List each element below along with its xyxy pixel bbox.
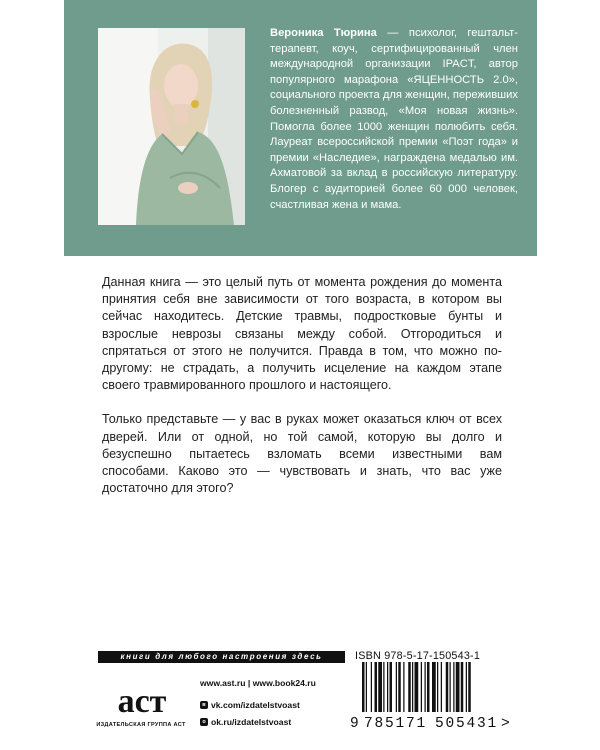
barcode-bar: [427, 662, 430, 714]
description-paragraph-2: Только представьте — у вас в руках может оказаться ключ от всех дверей. Или от одной, но той самой, которую вы долго и безуспешно пытаетесь взломать всеми известными вам способами. Каково это — чувствовать и знать, что вас уже достаточно для этого?: [102, 412, 502, 496]
barcode-bar: [437, 662, 438, 714]
ok-icon: о: [200, 718, 208, 726]
vk-link-text: vk.com/izdatelstvoast: [211, 700, 300, 710]
author-bio-text: — психолог, гештальт-терапевт, коуч, сертифицированный член международной организации IPACT, автор популярного марафона «ЯЦЕННОСТЬ 2.0», социального проекта для женщин, переживших болезненный развод, «Моя новая жизнь». Помогла более 1000 женщин полюбить себя. Лауреат всероссийской премии «Поэт года» и премии «Наследие», награждена медалью им. Ахматовой за вклад в российскую литературу. Блогер с аудиторией более 60 000 человек, счастливая жена и мама.: [270, 27, 518, 211]
author-portrait-icon: [98, 28, 245, 225]
barcode-group-1: 785171: [364, 716, 428, 732]
website-line[interactable]: www.ast.ru | www.book24.ru: [200, 678, 316, 688]
barcode-bar: [371, 662, 372, 714]
ok-link-text: ok.ru/izdatelstvoast: [211, 717, 292, 727]
author-panel: [64, 0, 537, 256]
description-paragraph-1: Данная книга — это целый путь от момента рождения до момента принятия себя вне зависимости от того возраста, в котором вы сейчас находитесь. Детские травмы, подростковые бунты и взрослые неврозы связаны между собой. Отгородиться и спрятаться от этого не получится. Правда в том, что можно по-другому: не страдать, а получить исцеление на каждом этапе своего травмированного прошлого и настоящего.: [102, 275, 502, 393]
barcode-end-mark: >: [501, 716, 510, 732]
barcode-bar: [412, 662, 413, 714]
barcode-bar: [446, 662, 449, 714]
barcode-digits: [350, 712, 510, 732]
vk-icon: в: [200, 701, 208, 709]
barcode-lead-digit: 9: [350, 716, 359, 732]
barcode-bar: [408, 662, 411, 714]
barcode-bar: [450, 662, 451, 714]
publisher-links: [200, 676, 316, 732]
barcode-bar: [398, 662, 401, 714]
barcode-bar: [461, 662, 464, 714]
barcode-bar: [383, 662, 384, 714]
barcode-bar: [396, 662, 397, 714]
barcode-bar: [415, 662, 419, 714]
author-name: Вероника Тюрина: [270, 27, 377, 39]
isbn-number: ISBN 978-5-17-150543-1: [355, 650, 481, 662]
publisher-logo-text: аст: [117, 683, 167, 720]
barcode-bar: [403, 662, 404, 714]
barcode-bar: [441, 662, 442, 714]
barcode-bar: [387, 662, 388, 714]
barcode-bar: [375, 662, 378, 714]
ok-link[interactable]: [200, 715, 316, 729]
barcode-bar: [390, 662, 393, 714]
book-description: [102, 274, 502, 514]
publisher-name: ИЗДАТЕЛЬСКАЯ ГРУППА АСТ: [96, 722, 186, 728]
barcode-group-2: 505431: [435, 716, 499, 732]
author-bio: [270, 26, 518, 213]
barcode-bar: [378, 662, 382, 714]
barcode-bar: [432, 662, 436, 714]
barcode-bar: [456, 662, 460, 714]
barcode-bar: [453, 662, 454, 714]
slogan-bar: книги для любого настроения здесь: [98, 651, 345, 663]
vk-link[interactable]: [200, 698, 316, 712]
barcode-bar: [466, 662, 467, 714]
author-photo: [98, 28, 245, 225]
barcode-bar: [425, 662, 426, 714]
